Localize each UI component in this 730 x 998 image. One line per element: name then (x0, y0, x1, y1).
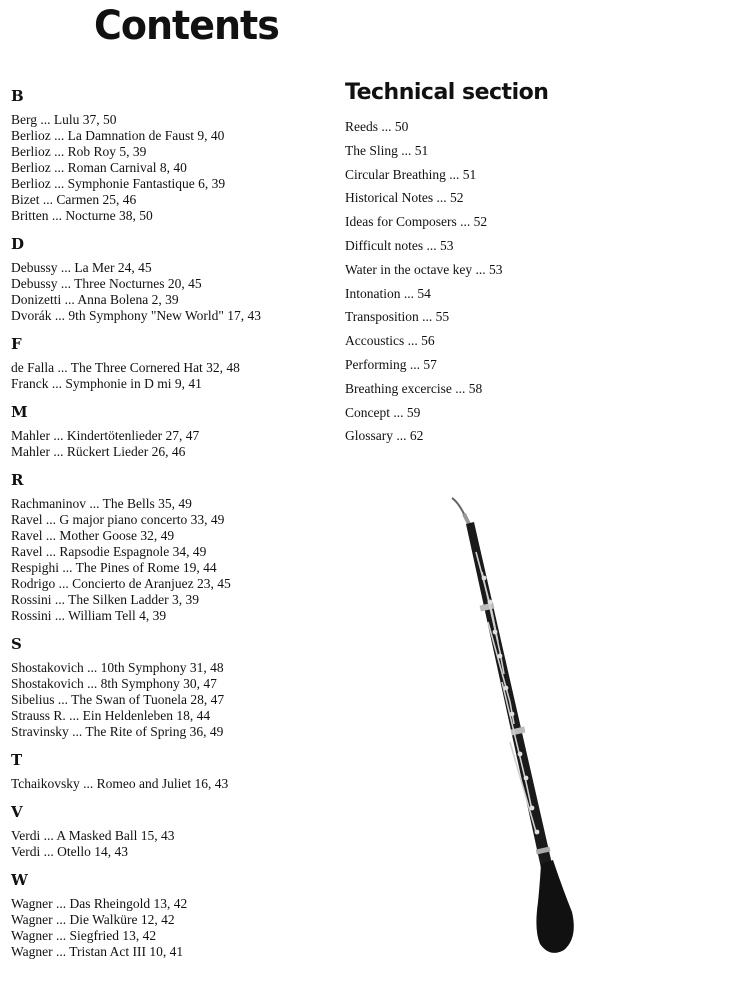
index-entry: Berlioz ... Symphonie Fantastique 6, 39 (11, 176, 226, 191)
index-entry: Donizetti ... Anna Bolena 2, 39 (11, 292, 179, 307)
technical-section-list (345, 118, 502, 451)
index-entry: Berg ... Lulu 37, 50 (11, 112, 117, 127)
index-section (11, 802, 331, 860)
technical-section-title: Technical section (345, 80, 549, 105)
index-entry: Mahler ... Rückert Lieder 26, 46 (11, 444, 186, 459)
index-section (11, 634, 331, 740)
index-section (11, 750, 331, 792)
index-entry: Wagner ... Siegfried 13, 42 (11, 928, 157, 943)
technical-item: Performing ... 57 (345, 356, 437, 372)
index-letter-heading: R (11, 471, 24, 489)
technical-item: Transposition ... 55 (345, 309, 450, 325)
index-entry: Stravinsky ... The Rite of Spring 36, 49 (11, 724, 224, 739)
index-entry: Tchaikovsky ... Romeo and Juliet 16, 43 (11, 776, 229, 791)
index-entry: Wagner ... Das Rheingold 13, 42 (11, 896, 188, 911)
page-title: Contents (94, 2, 279, 49)
technical-item: Concept ... 59 (345, 404, 421, 420)
index-letter-heading: V (11, 803, 23, 821)
index-section (11, 234, 331, 324)
index-letter-heading: W (11, 871, 28, 889)
index-entry: Berlioz ... Rob Roy 5, 39 (11, 144, 147, 159)
index-entry: Wagner ... Die Walküre 12, 42 (11, 912, 175, 927)
index-section (11, 870, 331, 960)
index-section (11, 402, 331, 460)
technical-item: Accoustics ... 56 (345, 333, 435, 349)
technical-item: Intonation ... 54 (345, 285, 431, 301)
oboe-bell (536, 860, 573, 953)
technical-item: The Sling ... 51 (345, 142, 429, 158)
oboe-body (466, 522, 552, 868)
technical-item: Glossary ... 62 (345, 428, 424, 444)
index-entry: Debussy ... Three Nocturnes 20, 45 (11, 276, 202, 291)
technical-item: Ideas for Composers ... 52 (345, 214, 488, 230)
index-entry: Rossini ... William Tell 4, 39 (11, 608, 167, 623)
index-entry: Ravel ... Rapsodie Espagnole 34, 49 (11, 544, 207, 559)
index-letter-heading: T (11, 751, 23, 769)
index-entry: Franck ... Symphonie in D mi 9, 41 (11, 376, 202, 391)
index-entry: Respighi ... The Pines of Rome 19, 44 (11, 560, 217, 575)
index-entry: Strauss R. ... Ein Heldenleben 18, 44 (11, 708, 211, 723)
index-entry: Sibelius ... The Swan of Tuonela 28, 47 (11, 692, 225, 707)
index-entry: Bizet ... Carmen 25, 46 (11, 192, 137, 207)
index-entry: Berlioz ... Roman Carnival 8, 40 (11, 160, 187, 175)
index-letter-heading: F (11, 335, 22, 353)
index-section (11, 334, 331, 392)
index-entry: Wagner ... Tristan Act III 10, 41 (11, 944, 184, 959)
technical-item: Reeds ... 50 (345, 119, 409, 134)
index-entry: Debussy ... La Mer 24, 45 (11, 260, 152, 275)
index-entry: de Falla ... The Three Cornered Hat 32, 48 (11, 360, 240, 375)
index-letter-heading: B (11, 87, 24, 105)
index-entry: Ravel ... Mother Goose 32, 49 (11, 528, 175, 543)
index-entry: Shostakovich ... 10th Symphony 31, 48 (11, 660, 224, 675)
oboe-illustration (440, 492, 590, 962)
index-section (11, 470, 331, 624)
index-entry: Dvorák ... 9th Symphony "New World" 17, 43 (11, 308, 262, 323)
index-entry: Verdi ... Otello 14, 43 (11, 844, 128, 859)
index-letter-heading: D (11, 235, 25, 253)
technical-item: Water in the octave key ... 53 (345, 261, 503, 277)
index-entry: Mahler ... Kindertötenlieder 27, 47 (11, 428, 200, 443)
index-entry: Shostakovich ... 8th Symphony 30, 47 (11, 676, 217, 691)
index-entry: Rossini ... The Silken Ladder 3, 39 (11, 592, 199, 607)
index-letter-heading: S (11, 635, 22, 653)
technical-item: Difficult notes ... 53 (345, 237, 454, 253)
index-entry: Berlioz ... La Damnation de Faust 9, 40 (11, 128, 225, 143)
technical-item: Historical Notes ... 52 (345, 190, 464, 206)
index-section (11, 86, 331, 224)
index-letter-heading: M (11, 403, 28, 421)
technical-item: Circular Breathing ... 51 (345, 166, 477, 182)
index-entry: Rachmaninov ... The Bells 35, 49 (11, 496, 192, 511)
technical-item: Breathing excercise ... 58 (345, 380, 483, 396)
index-entry: Ravel ... G major piano concerto 33, 49 (11, 512, 225, 527)
composer-index (11, 86, 331, 970)
index-entry: Rodrigo ... Concierto de Aranjuez 23, 45 (11, 576, 231, 591)
index-entry: Britten ... Nocturne 38, 50 (11, 208, 153, 223)
index-entry: Verdi ... A Masked Ball 15, 43 (11, 828, 175, 843)
